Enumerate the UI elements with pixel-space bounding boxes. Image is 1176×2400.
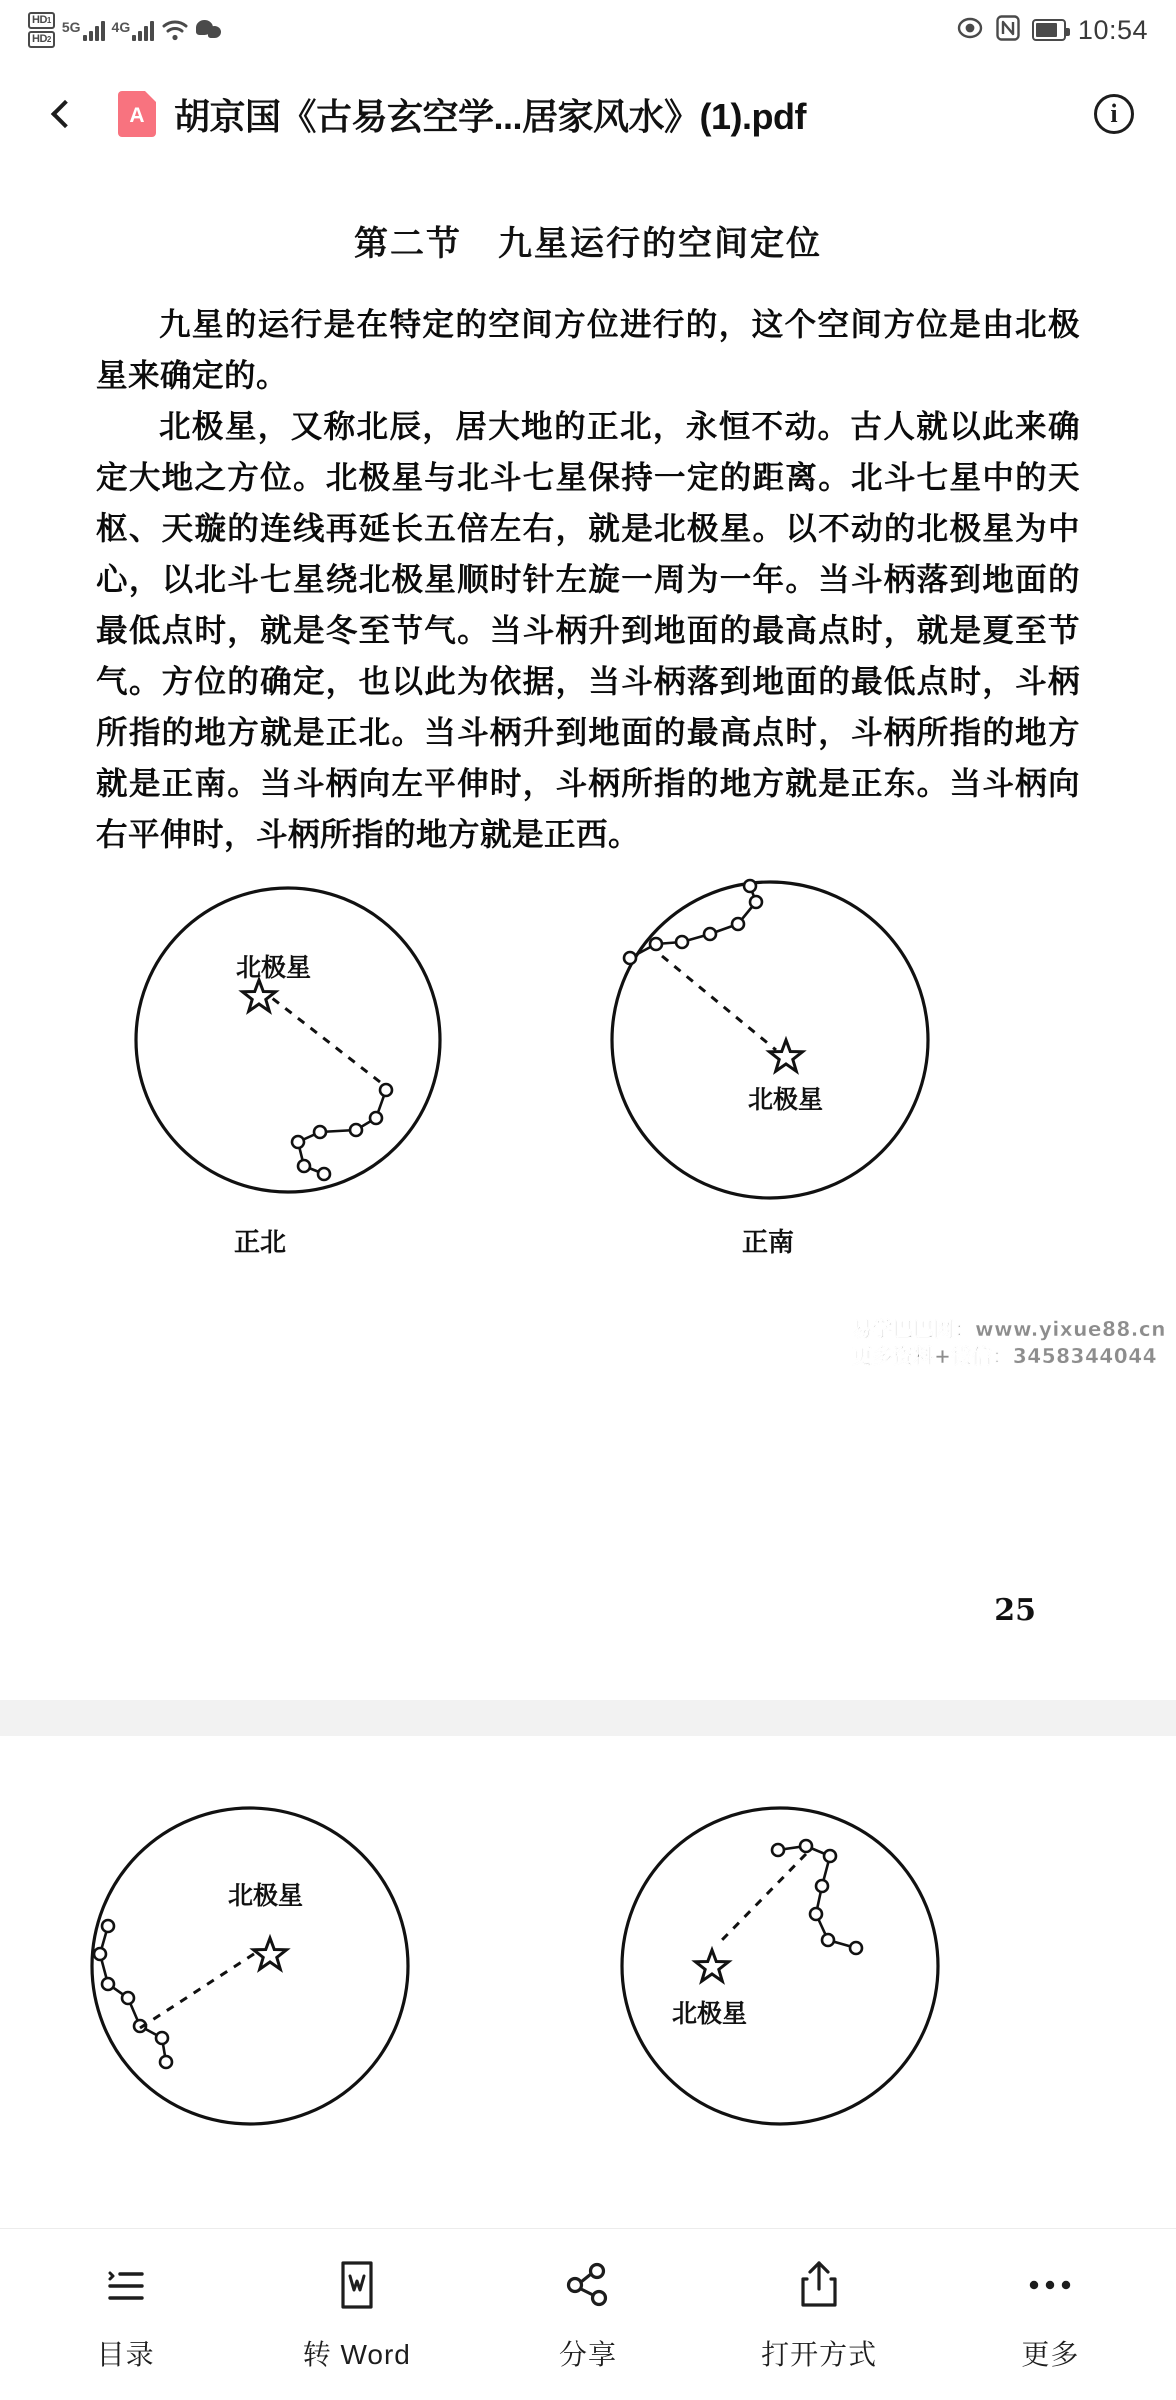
status-bar-right	[956, 15, 1148, 46]
page-number: 25	[994, 1593, 1036, 1628]
info-icon: i	[1094, 94, 1134, 134]
pdf-file-icon	[118, 91, 156, 137]
figure-page2-left-star-label: 北极星	[228, 1881, 304, 1910]
eye-icon	[956, 16, 984, 45]
toolbar-item-share[interactable]	[488, 2257, 688, 2373]
hd1-sub: 1	[46, 16, 51, 25]
figure-south	[600, 872, 940, 1207]
hd2-label: HD	[32, 33, 47, 45]
battery-icon	[1032, 19, 1066, 41]
status-time: 10:54	[1077, 14, 1148, 45]
figure-south-star-label: 北极星	[748, 1085, 824, 1114]
hd1-label: HD	[32, 14, 47, 26]
watermark-line-2: 更多资料+微信：3458344044	[852, 1344, 1158, 1368]
status-bar-left	[28, 12, 224, 48]
watermark-line-1: 易学巴巴网：www.yixue88.cn	[852, 1317, 1166, 1341]
more-dots-icon	[1025, 2257, 1075, 2313]
page-title: 胡京国《古易玄空学...居家风水》(1).pdf	[174, 95, 806, 137]
toolbar-item-contents[interactable]	[26, 2257, 226, 2373]
toolbar-item-more[interactable]	[950, 2257, 1150, 2373]
app-header	[0, 60, 1176, 168]
pdf-page-26	[0, 1736, 1176, 2228]
toolbar-label-open-with: 打开方式	[761, 2338, 878, 2370]
signal-sim1	[62, 19, 105, 41]
pdf-viewer[interactable]	[0, 168, 1176, 2228]
signal-sim2	[112, 19, 155, 41]
hd1-icon	[28, 12, 55, 29]
page-separator	[0, 1700, 1176, 1736]
back-button[interactable]	[34, 86, 90, 142]
toolbar-label-more: 更多	[1021, 2338, 1080, 2370]
figure-page2-right	[600, 1798, 960, 2203]
info-button[interactable]	[1086, 86, 1142, 142]
figure-page2-right-star-label: 北极星	[672, 1999, 748, 2028]
network-type-2-label: 4G	[111, 19, 131, 35]
figure-south-caption: 正南	[742, 1228, 795, 1258]
toolbar-label-to-word: 转 Word	[302, 2338, 411, 2370]
figure-north-star-label: 北极星	[236, 953, 312, 982]
toolbar-label-contents: 目录	[96, 2338, 155, 2370]
figure-row	[0, 880, 1176, 1258]
paragraph-2: 北极星，又称北辰，居大地的正北，永恒不动。古人就以此来确定大地之方位。北极星与北斗七星保持一定的距离。北斗七星中的天枢、天璇的连线再延长五倍左右，就是北极星。以不动的北极星为中心，以北斗七星绕北极星顺时针左旋一周为一年。当斗柄落到地面的最低点时，就是冬至节气。当斗柄升到地面的最高点时，就是夏至节气。方位的确定，也以此为依据，当斗柄落到地面的最低点时，斗柄所指的地方就是正北。当斗柄升到地面的最高点时，斗柄所指的地方就是正南。当斗柄向左平伸时，斗柄所指的地方就是正东。当斗柄向右平伸时，斗柄所指的地方就是正西。	[96, 408, 1080, 853]
signal-bars-2-icon	[132, 19, 154, 41]
nfc-icon	[996, 15, 1020, 46]
network-type-1-label: 5G	[61, 19, 81, 35]
section-title: 第二节 九星运行的空间定位	[354, 224, 822, 264]
hd2-sub: 2	[46, 35, 51, 44]
toolbar-item-to-word[interactable]	[257, 2257, 457, 2373]
wechat-icon	[196, 18, 224, 42]
word-doc-icon	[333, 2257, 381, 2313]
bottom-toolbar	[0, 2228, 1176, 2400]
pdf-page-25	[0, 168, 1176, 1700]
signal-bars-1-icon	[83, 19, 105, 41]
hd-volte-indicators	[28, 12, 55, 48]
paragraph-1: 九星的运行是在特定的空间方位进行的，这个空间方位是由北极星来确定的。	[96, 306, 1080, 394]
toolbar-item-open-with[interactable]	[719, 2257, 919, 2373]
figure-north	[128, 880, 448, 1205]
figure-north-caption: 正北	[234, 1228, 287, 1258]
pdf-file-icon-letter: A	[129, 104, 145, 127]
open-with-upload-icon	[796, 2257, 842, 2313]
toolbar-label-share: 分享	[558, 2338, 617, 2370]
list-outline-icon	[102, 2257, 150, 2313]
wifi-icon	[161, 19, 189, 41]
body-text	[96, 299, 1080, 860]
share-nodes-icon	[563, 2257, 613, 2313]
back-chevron-icon	[51, 100, 79, 128]
hd2-icon	[28, 31, 55, 48]
watermark	[852, 1316, 1166, 1370]
figure-page2-left	[80, 1798, 420, 2203]
status-bar	[0, 0, 1176, 60]
